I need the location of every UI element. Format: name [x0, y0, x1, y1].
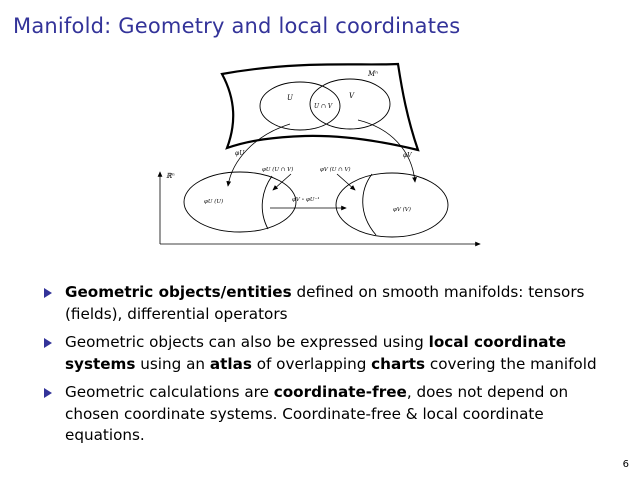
bullet-item: Geometric objects can also be expressed using local coordinate systems using an atlas of overlapping charts covering the manifold [40, 332, 620, 375]
phi-u-region-label: φU (U) [204, 199, 224, 205]
bullet-item: Geometric calculations are coordinate-free, does not depend on chosen coordinate systems. Coordinate-free & local coordinate equations. [40, 382, 620, 447]
bullet-marker-icon [44, 288, 52, 298]
phi-v-region-ellipse [336, 173, 448, 237]
phi-v-intersection-label: φV (U ∩ V) [320, 167, 351, 173]
set-u-label: U [287, 94, 293, 102]
bullet-marker-icon [44, 388, 52, 398]
manifold-label: Mⁿ [368, 70, 379, 78]
phi-u-region-ellipse [184, 172, 296, 232]
bullet-marker-icon [44, 338, 52, 348]
phi-u-intersection-label: φU (U ∩ V) [262, 167, 294, 173]
bullet-item: Geometric objects/entities defined on smooth manifolds: tensors (fields), differential operators [40, 282, 620, 325]
slide-title: Manifold: Geometry and local coordinates [13, 14, 461, 38]
phi-u-intersection-boundary [262, 176, 272, 229]
chart-v-label: φV [403, 152, 412, 159]
page-number: 6 [622, 459, 629, 470]
bullet-list [40, 282, 620, 454]
space-label: ℝⁿ [166, 172, 175, 180]
transition-map-label: φV ∘ φU⁻¹ [292, 197, 320, 203]
intersection-label: U ∩ V [314, 103, 333, 110]
chart-u-label: φU [235, 150, 245, 157]
phi-u-intersection-pointer [273, 174, 291, 190]
phi-v-region-label: φV (V) [393, 207, 411, 213]
set-v-label: V [349, 92, 355, 100]
phi-v-intersection-boundary [363, 174, 376, 235]
